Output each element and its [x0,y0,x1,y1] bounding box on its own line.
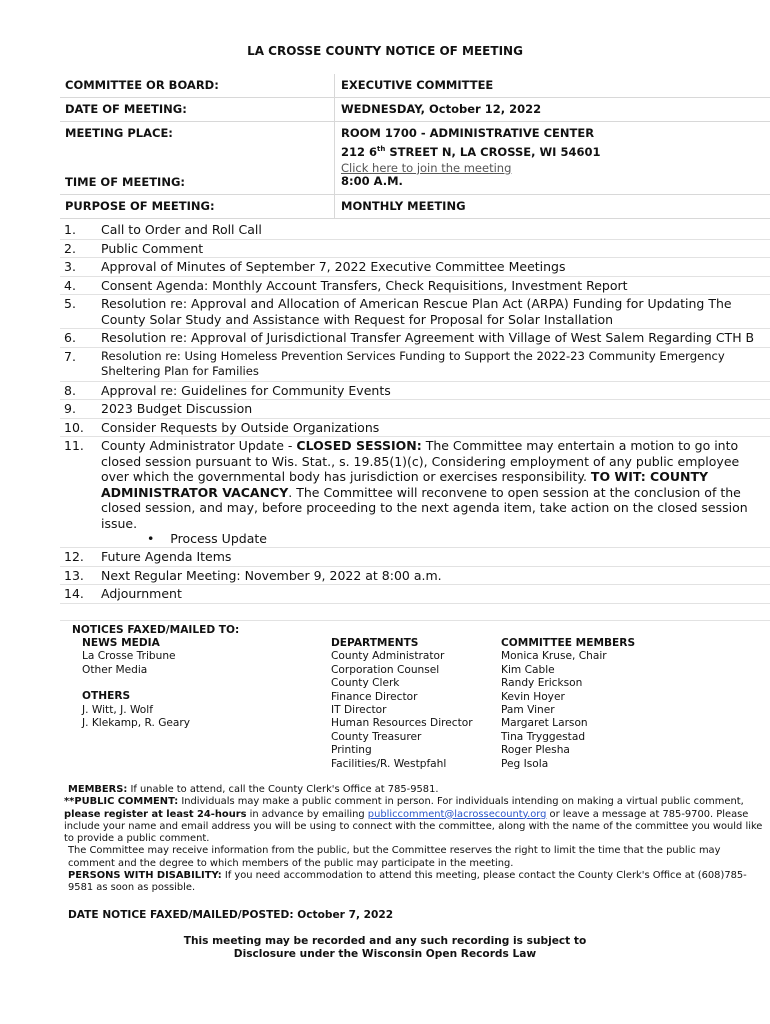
agenda-item: 14. Adjournment [60,585,770,604]
agenda-item: 6. Resolution re: Approval of Jurisdictional Transfer Agreement with Village of West Salem Regarding CTH B [60,329,770,348]
agenda-item: 9. 2023 Budget Discussion [60,400,770,419]
members-note: MEMBERS: If unable to attend, call the County Clerk's Office at 785-9581. [68,784,439,795]
news-media-column: NEWS MEDIA La Crosse Tribune Other Media OTHERS J. Witt, J. Wolf J. Klekamp, R. Geary [82,637,191,730]
row-time [60,172,770,195]
agenda-item: 2. Public Comment [60,240,770,259]
agenda-item: 13. Next Regular Meeting: November 9, 2022 at 8:00 a.m. [60,567,770,586]
receive-info-note: The Committee may receive information from the public, but the Committee reserves the right to limit the time that the public may comment and the degree to which members of the public may participate in the meeting. [68,845,721,869]
row-purpose [60,196,770,219]
agenda-blank-row [60,604,770,621]
departments-column: DEPARTMENTS County Administrator Corporation Counsel County Clerk Finance Director IT Director Human Resources Director County Treasurer Printing Facilities/R. Westpfahl [331,637,473,770]
agenda-item: 12. Future Agenda Items [60,548,770,567]
agenda-item: 4. Consent Agenda: Monthly Account Transfers, Check Requisitions, Investment Report [60,277,770,296]
join-meeting-link[interactable]: Click here to join the meeting [341,160,512,175]
purpose-value: MONTHLY MEETING [341,199,466,213]
time-value: 8:00 A.M. [341,174,403,188]
row-date [60,98,770,122]
place-line2: 212 6th STREET N, LA CROSSE, WI 54601 [341,144,601,159]
bullet-item: • Process Update [147,531,267,546]
agenda-item: 1. Call to Order and Roll Call [60,221,770,240]
recording-disclaimer: This meeting may be recorded and any such recording is subject to Disclosure under the Wisconsin Open Records Law [183,935,587,960]
date-value: WEDNESDAY, October 12, 2022 [341,102,542,116]
agenda-item: 8. Approval re: Guidelines for Community Events [60,382,770,401]
date-label: DATE OF MEETING: [65,102,187,116]
row-committee [60,74,770,98]
place-line1: ROOM 1700 - ADMINISTRATIVE CENTER [341,126,595,140]
page-title: LA CROSSE COUNTY NOTICE OF MEETING [247,44,523,58]
purpose-label: PURPOSE OF MEETING: [65,199,215,213]
agenda-item-closed-session: 11. County Administrator Update - CLOSED SESSION: The Committee may entertain a motion to go into closed session pursuant to Wis. Stat., s. 19.85(1)(c), Considering employment of any public employee over which the governmental body has jurisdiction or exercises responsibility. TO WIT: COUNTY ADMINISTRATOR VACANCY. The Committee will reconvene to open session at the conclusion of the closed session, and may, before proceeding to the next agenda item, take action on the closed session issue. • Process Update [60,437,770,548]
place-label: MEETING PLACE: [65,126,173,140]
footer-notes [64,784,764,895]
agenda-list [60,221,770,621]
committee-value: EXECUTIVE COMMITTEE [341,78,494,92]
notices-heading: NOTICES FAXED/MAILED TO: [72,624,240,636]
public-comment-email-link[interactable]: publiccomment@lacrossecounty.org [367,808,547,820]
agenda-item: 10. Consider Requests by Outside Organizations [60,419,770,438]
committee-members-column: COMMITTEE MEMBERS Monica Kruse, Chair Kim Cable Randy Erickson Kevin Hoyer Pam Viner Margaret Larson Tina Tryggestad Roger Plesha Peg Isola [501,637,636,770]
disability-note: PERSONS WITH DISABILITY: If you need accommodation to attend this meeting, please contact the County Clerk's Office at (608)785-9581 as soon as possible. [68,870,747,894]
committee-label: COMMITTEE OR BOARD: [65,78,219,92]
public-comment-note: **PUBLIC COMMENT: Individuals may make a public comment in person. For individuals intending on making a virtual public comment, please register at least 24-hours in advance by emailing publiccomment@lacrossecounty.org or leave a message at 785-9700. Please include your name and email address you will be using to connect with the committee, along with the name of the committee you would like to provide a public comment. [64,796,763,845]
time-label: TIME OF MEETING: [65,175,186,189]
agenda-item: 7. Resolution re: Using Homeless Prevention Services Funding to Support the 2022-23 Community Emergency Sheltering Plan for Families [60,348,770,382]
date-notice-posted: DATE NOTICE FAXED/MAILED/POSTED: October 7, 2022 [68,909,394,921]
agenda-item: 5. Resolution re: Approval and Allocation of American Rescue Plan Act (ARPA) Funding for Updating The County Solar Study and Assistance with Request for Proposal for Solar Installation [60,295,770,329]
notices-section [72,624,762,770]
agenda-item: 3. Approval of Minutes of September 7, 2022 Executive Committee Meetings [60,258,770,277]
